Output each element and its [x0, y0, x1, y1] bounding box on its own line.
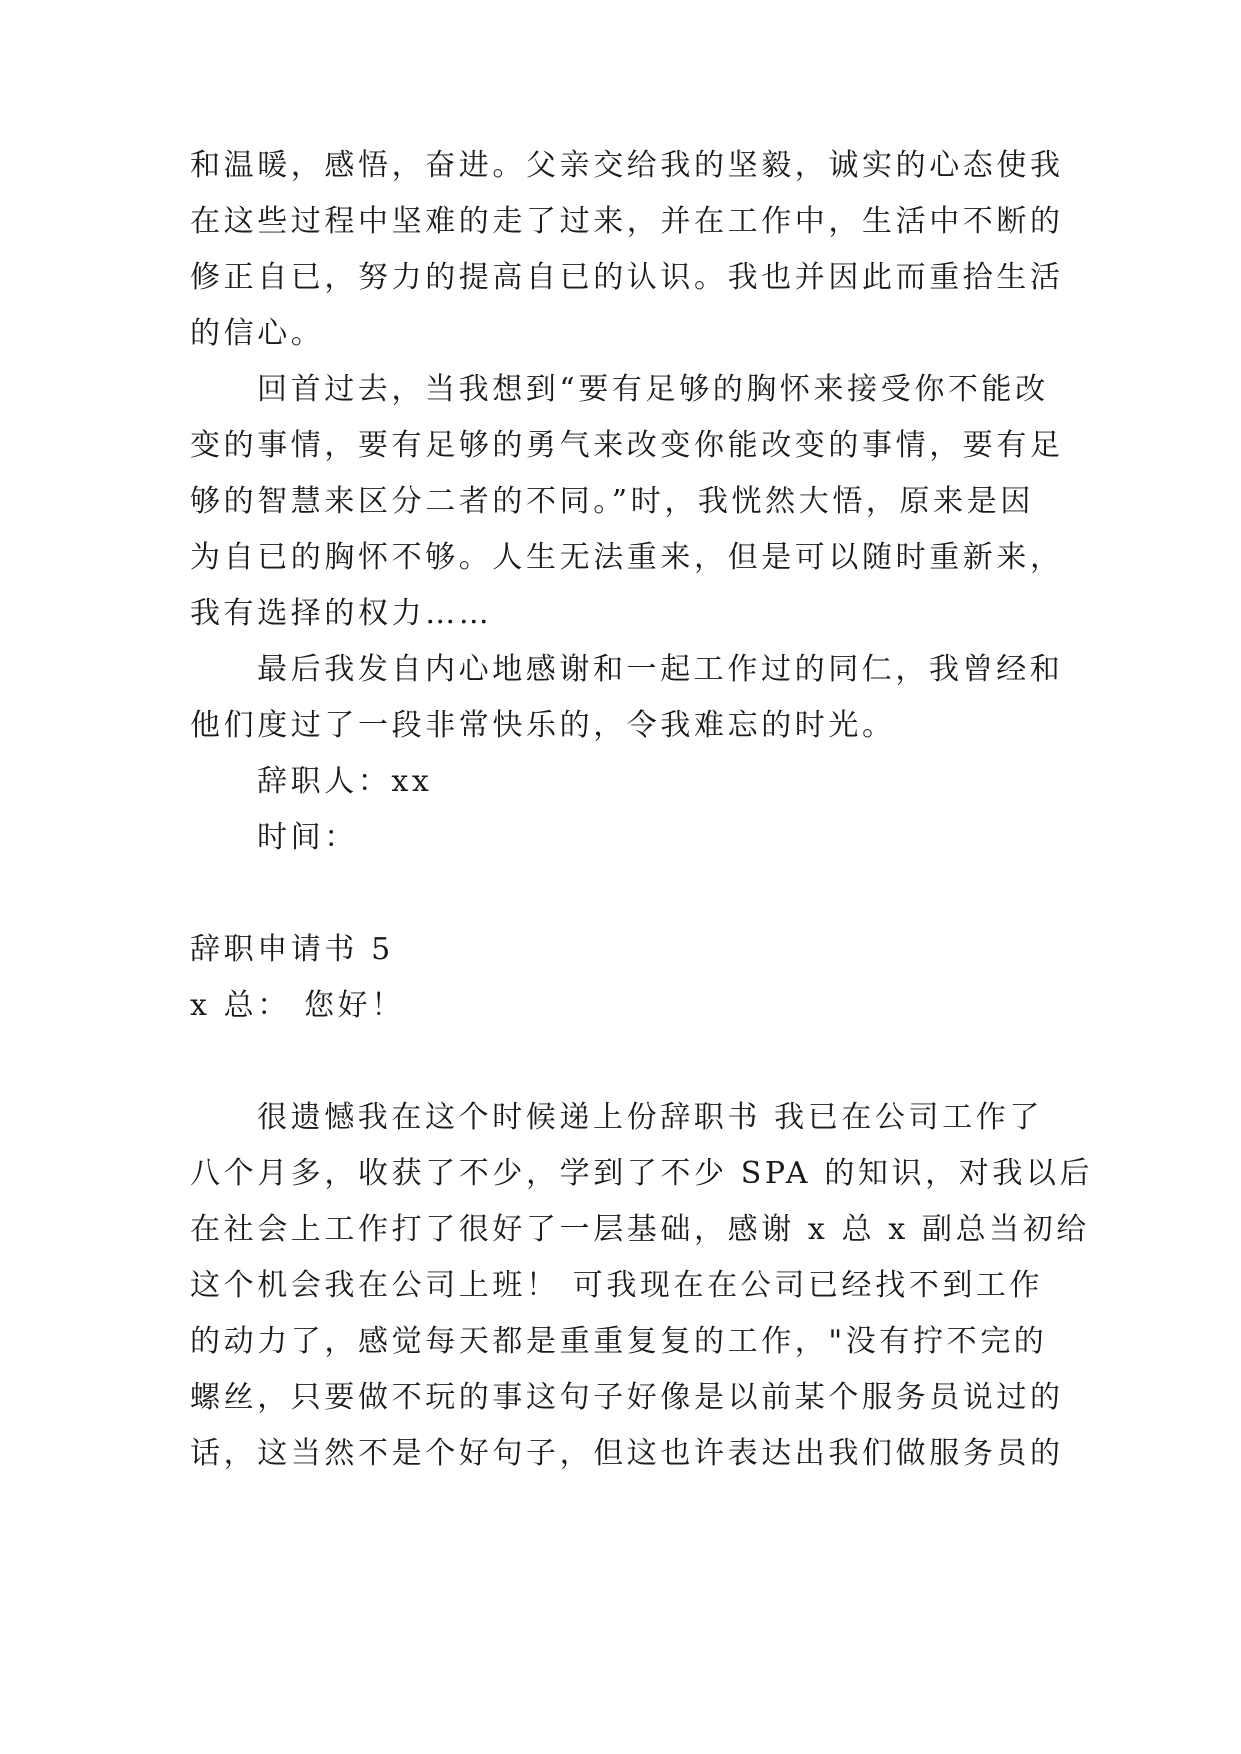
section-title: 辞职申请书 5 — [190, 932, 394, 967]
paragraph-line: 够的智慧来区分二者的不同。”时，我恍然大悟，原来是因 — [190, 484, 1034, 519]
paragraph-line: 话，这当然不是个好句子，但这也许表达出我们做服务员的 — [190, 1436, 1064, 1471]
paragraph-line: 螺丝，只要做不玩的事这句子好像是以前某个服务员说过的 — [190, 1380, 1064, 1415]
salutation: x 总： 您好！ — [190, 988, 405, 1023]
paragraph-line: 回首过去，当我想到“要有足够的胸怀来接受你不能改 — [257, 372, 1049, 407]
signature-time: 时间： — [257, 820, 358, 855]
paragraph-line: 修正自已，努力的提高自已的认识。我也并因此而重拾生活 — [190, 260, 1064, 295]
paragraph-line: 变的事情，要有足够的勇气来改变你能改变的事情，要有足 — [190, 428, 1064, 463]
paragraph-line: 的动力了，感觉每天都是重重复复的工作，"没有拧不完的 — [190, 1324, 1048, 1359]
paragraph-line: 很遗憾我在这个时候递上份辞职书 我已在公司工作了 — [257, 1100, 1043, 1135]
signature-resigner: 辞职人：xx — [257, 764, 433, 799]
paragraph-line: 的信心。 — [190, 316, 325, 351]
paragraph-line: 这个机会我在公司上班！ 可我现在在公司已经找不到工作 — [190, 1268, 1044, 1303]
paragraph-line: 他们度过了一段非常快乐的，令我难忘的时光。 — [190, 708, 896, 743]
paragraph-line: 在这些过程中坚难的走了过来，并在工作中，生活中不断的 — [190, 204, 1064, 239]
paragraph-line: 八个月多，收获了不少，学到了不少 SPA 的知识，对我以后 — [190, 1156, 1094, 1191]
paragraph-line: 我有选择的权力…… — [190, 596, 493, 631]
paragraph-line: 为自已的胸怀不够。人生无法重来，但是可以随时重新来， — [190, 540, 1064, 575]
paragraph-line: 和温暖，感悟，奋进。父亲交给我的坚毅，诚实的心态使我 — [190, 148, 1064, 183]
paragraph-line: 在社会上工作打了很好了一层基础，感谢 x 总 x 副总当初给 — [190, 1212, 1090, 1247]
paragraph-line: 最后我发自内心地感谢和一起工作过的同仁，我曾经和 — [257, 652, 1064, 687]
